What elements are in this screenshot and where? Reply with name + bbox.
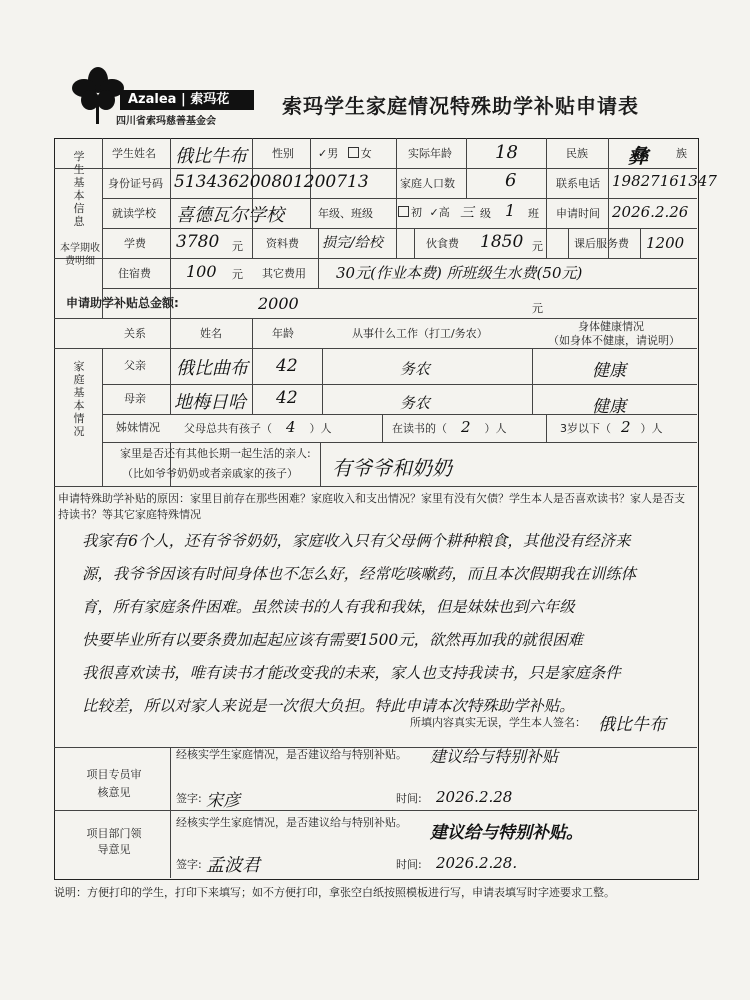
reason-line: 源，我爷爷因该有时间身体也不怎么好，经常吃咳嗽药，而且本次假期我在训练体	[82, 565, 637, 583]
name-label: 学生姓名	[112, 147, 156, 160]
gender-female-checkbox	[348, 147, 359, 158]
reason-line: 我很喜欢读书，唯有读书才能改变我的未来，家人也支持我读书，只是家庭条件	[82, 664, 621, 682]
reason-line: 我家有6个人，还有爷爷奶奶，家庭收入只有父母俩个耕种粮食，其他没有经济来	[82, 532, 631, 550]
tutoring-value: 1200	[646, 234, 685, 252]
review1-signer: 宋彦	[206, 791, 240, 811]
others-answer: 有爷爷和奶奶	[332, 456, 452, 480]
logo-org: 四川省索玛慈善基金会	[116, 116, 216, 127]
student-age: 18	[495, 142, 518, 163]
student-name: 俄比牛布	[175, 146, 247, 167]
grid-line	[170, 747, 171, 878]
apply-time: 2026.2.26	[612, 203, 689, 221]
mother-name: 地梅日哈	[174, 392, 246, 413]
kids-total	[184, 418, 332, 436]
studying-suffix: ）人	[484, 422, 507, 435]
family-row-relation: 母亲	[124, 392, 146, 405]
grid-line	[170, 318, 171, 414]
grade-unit: 级	[480, 207, 491, 220]
under3-suffix: ）人	[640, 422, 663, 435]
food-value: 1850	[480, 232, 524, 252]
gender-male: 男	[327, 147, 339, 160]
grade-label: 年级、班级	[318, 207, 373, 220]
grid-line	[546, 138, 547, 258]
family-count-label: 家庭人口数	[400, 177, 455, 190]
other-label: 其它费用	[262, 267, 306, 280]
logo-band: Azalea | 索玛花	[120, 90, 254, 110]
grade-junior-checkbox	[398, 206, 409, 217]
grid-line	[54, 348, 697, 349]
grid-line	[170, 138, 171, 318]
grid-line	[102, 138, 103, 318]
id-number: 513436200801200713	[174, 172, 369, 192]
dorm-value: 100	[186, 262, 217, 281]
total-unit: 元	[532, 302, 543, 315]
mother-age: 42	[276, 388, 298, 408]
mother-job: 务农	[400, 394, 431, 412]
review2-label: 项目部门领导意见	[86, 827, 142, 856]
footer-note: 说明：方便打印的学生，打印下来填写；如不方便打印，拿张空白纸按照模板进行写，申请表填写时字迹要求工整。	[54, 886, 615, 899]
ethnic-value: 彝	[628, 144, 648, 168]
grid-line	[252, 138, 253, 258]
materials-value: 损完/给校	[322, 235, 383, 251]
family-row-relation: 父亲	[124, 359, 146, 372]
grid-line	[54, 318, 697, 319]
apply-time-label: 申请时间	[556, 207, 600, 220]
father-job: 务农	[400, 360, 431, 378]
studying-count: 2	[461, 418, 471, 436]
class-unit: 班	[528, 207, 539, 220]
reason-line: 快要毕业所有以要条费加起起应该有需要1500元，欲然再加我的就很困难	[82, 631, 583, 649]
grid-line	[102, 288, 697, 289]
reason-line: 育，所有家庭条件困难。虽然读书的人有我和我妹，但是妹妹也到六年级	[82, 598, 575, 616]
father-age: 42	[276, 356, 298, 376]
id-label: 身份证号码	[108, 177, 163, 190]
grid-line	[414, 228, 415, 258]
review1-label: 项目专员审核意见	[86, 768, 142, 799]
review2-time: 2026.2.28.	[436, 854, 518, 872]
grid-line	[54, 168, 697, 169]
reason-line: 比较差，所以对家人来说是一次很大负担。特此申请本次特殊助学补贴。	[82, 697, 575, 715]
logo-cn: 索玛花	[190, 92, 230, 107]
food-unit: 元	[532, 240, 543, 253]
materials-label: 资料费	[266, 237, 299, 250]
gender-male-check-icon: ✓	[318, 147, 328, 160]
family-header-relation: 关系	[124, 327, 146, 340]
family-header-age: 年龄	[272, 327, 294, 340]
grade-number: 三	[460, 205, 474, 221]
school-label: 就读学校	[112, 207, 156, 220]
family-header-health: 身体健康情况	[578, 320, 644, 333]
under3-prefix: 3岁以下（	[560, 422, 611, 435]
studying-total	[392, 418, 507, 436]
grid-line	[320, 442, 321, 486]
grid-line	[318, 228, 319, 288]
grade-high: 高	[438, 206, 450, 219]
review1-sign-label: 签字:	[176, 792, 202, 805]
ethnic-label: 民族	[566, 147, 588, 160]
form-header	[0, 0, 750, 140]
review2-signer: 孟波君	[206, 855, 260, 876]
grid-line	[54, 486, 697, 487]
under3-count: 2	[621, 418, 631, 436]
under3-total	[560, 418, 663, 436]
grid-line	[640, 228, 641, 258]
family-count: 6	[505, 170, 517, 191]
father-name: 俄比曲布	[176, 358, 248, 379]
age-label: 实际年龄	[408, 147, 452, 160]
student-signature: 俄比牛布	[598, 715, 666, 735]
grid-line	[532, 348, 533, 414]
others-question: 家里是否还有其他长期一起生活的亲人:	[120, 447, 311, 460]
sibling-label: 姊妹情况	[116, 421, 160, 434]
review2-opinion: 建议给与特别补贴。	[430, 823, 583, 843]
gender-female: 女	[360, 147, 372, 160]
dorm-label: 住宿费	[118, 267, 151, 280]
review2-sign-label: 签字:	[176, 858, 202, 871]
mother-health: 健康	[592, 397, 626, 417]
grid-line	[568, 228, 569, 258]
total-value: 2000	[258, 294, 299, 313]
review1-time: 2026.2.28	[436, 788, 513, 806]
phone-number: 19827161347	[612, 172, 717, 190]
kids-count: 4	[286, 418, 296, 436]
review1-prompt: 经核实学生家庭情况，是否建议给与特别补贴。	[176, 748, 407, 761]
ethnic-suffix: 族	[676, 147, 687, 160]
foundation-logo	[86, 68, 256, 126]
phone-label: 联系电话	[556, 177, 600, 190]
section-label-family: 家庭基本情况	[73, 360, 85, 438]
class-number: 1	[505, 201, 516, 220]
studying-prefix: 在读书的（	[392, 422, 447, 435]
tutoring-label: 课后服务费	[574, 237, 629, 250]
page-title: 索玛学生家庭情况特殊助学补贴申请表	[282, 94, 639, 118]
grid-line	[102, 384, 697, 385]
family-header-health-note: （如身体不健康，请说明）	[548, 334, 680, 347]
grid-line	[396, 138, 397, 258]
father-health: 健康	[592, 361, 626, 381]
dorm-unit: 元	[232, 268, 243, 281]
grid-line	[252, 318, 253, 414]
review1-opinion: 建议给与特别补贴	[430, 747, 559, 766]
reason-prompt: 申请特殊助学补贴的原因：家里目前存在那些困难？家庭收入和支出情况？家里有没有欠债？学生本人是否喜欢读书？家人是否支持读书？等其它家庭特殊情况	[58, 492, 685, 521]
school-name: 喜德瓦尔学校	[176, 205, 284, 226]
confirm-statement: 所填内容真实无误，学生本人签名：	[410, 716, 586, 729]
grade-junior: 初	[411, 206, 422, 219]
family-header-name: 姓名	[200, 327, 222, 340]
review1-time-label: 时间:	[396, 792, 422, 805]
review2-prompt: 经核实学生家庭情况，是否建议给与特别补贴。	[176, 816, 407, 829]
tuition-label: 学费	[124, 237, 146, 250]
family-header-job: 从事什么工作（打工/务农）	[352, 327, 488, 340]
grid-line	[102, 442, 697, 443]
grid-line	[54, 258, 697, 259]
tuition-unit: 元	[232, 240, 243, 253]
other-fees: 30元(作业本费) 所班级生水费(50元)	[336, 264, 583, 282]
grid-line	[382, 414, 383, 442]
logo-en: Azalea	[128, 92, 177, 107]
grid-line	[102, 348, 103, 486]
gender-options	[318, 147, 372, 160]
kids-prefix: 父母总共有孩子（	[184, 422, 272, 435]
section-label-basic: 学生基本信息	[73, 150, 85, 228]
grid-line	[322, 348, 323, 414]
grade-high-check-icon: ✓	[429, 206, 439, 219]
review2-time-label: 时间:	[396, 858, 422, 871]
food-label: 伙食费	[426, 237, 459, 250]
grid-line	[54, 810, 697, 811]
total-label: 申请助学补贴总金额:	[66, 296, 179, 310]
section-label-fees: 本学期收费明细	[60, 243, 100, 267]
grid-line	[546, 414, 547, 442]
tuition-value: 3780	[176, 232, 220, 252]
reason-narrative	[82, 525, 692, 723]
others-question-hint: （比如爷爷奶奶或者亲戚家的孩子）	[122, 467, 298, 480]
grid-line	[466, 138, 467, 198]
grade-options	[398, 206, 450, 219]
gender-label: 性别	[272, 147, 294, 160]
kids-suffix: ）人	[309, 422, 332, 435]
